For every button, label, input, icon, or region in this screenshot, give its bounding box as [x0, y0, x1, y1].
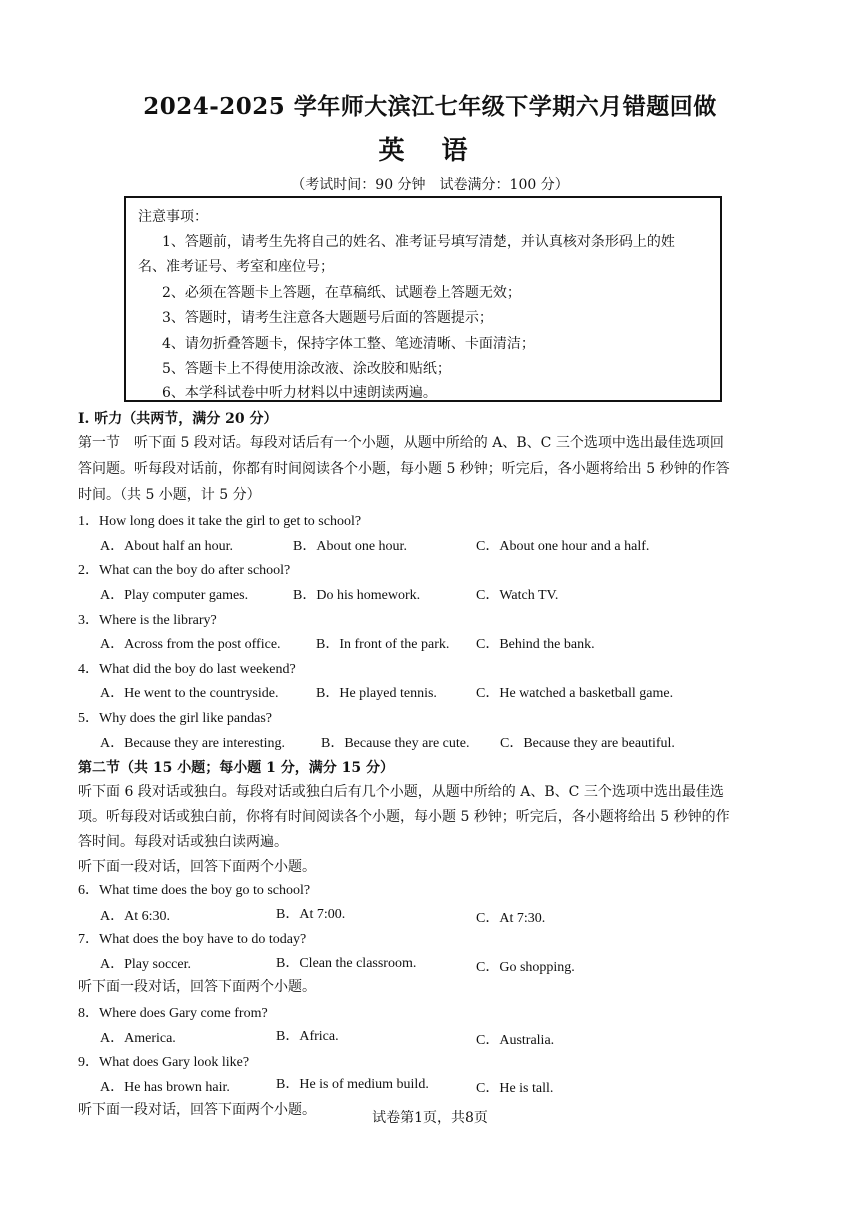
- question-4: 4．What did the boy do last weekend?: [78, 662, 296, 677]
- part1-instruction-line: 第一节 听下面 5 段对话。每段对话后有一个小题，从题中所给的 A、B、C 三个选项中选出最佳选项回: [78, 435, 724, 451]
- option-a: A．He has brown hair.: [100, 1080, 230, 1095]
- option-a: A．America.: [100, 1031, 176, 1046]
- question-1: 1．How long does it take the girl to get to school?: [78, 514, 362, 529]
- listen-instruction: 听下面一段对话，回答下面两个小题。: [78, 859, 316, 875]
- listen-instruction: 听下面一段对话，回答下面两个小题。: [78, 979, 316, 995]
- exam-info: （考试时间：90 分钟 试卷满分：100 分）: [291, 177, 569, 193]
- option-a: A．Play computer games.: [100, 588, 249, 603]
- section-heading-listening: Ⅰ. 听力（共两节，满分 20 分）: [78, 411, 278, 427]
- notice-item: 3、答题时，请考生注意各大题题号后面的答题提示；: [162, 310, 493, 326]
- option-b: B．At 7:00.: [276, 907, 346, 922]
- option-a: A．He went to the countryside.: [100, 686, 279, 701]
- question-3: 3．Where is the library?: [78, 613, 217, 628]
- option-c: C．He watched a basketball game.: [476, 686, 674, 701]
- option-c: C．Watch TV.: [476, 588, 559, 603]
- part2-instruction-line: 项。听每段对话或独白前，你将有时间阅读各个小题，每小题 5 秒钟；听完后，各小题将给出 5 秒钟的作: [78, 809, 730, 825]
- question-9: 9．What does Gary look like?: [78, 1055, 250, 1070]
- option-a: A．About half an hour.: [100, 539, 233, 554]
- question-8: 8．Where does Gary come from?: [78, 1006, 268, 1021]
- option-b: B．About one hour.: [293, 539, 407, 554]
- option-b: B．Because they are cute.: [321, 736, 470, 751]
- subject-title: 英 语: [378, 136, 482, 166]
- option-b: B．He is of medium build.: [276, 1077, 429, 1092]
- option-c: C．About one hour and a half.: [476, 539, 650, 554]
- option-b: B．Clean the classroom.: [276, 956, 417, 971]
- exam-title: 2024-2025 学年师大滨江七年级下学期六月错题回做: [143, 93, 717, 120]
- notice-item: 1、答题前，请考生先将自己的姓名、准考证号填写清楚，并认真核对条形码上的姓: [162, 234, 675, 250]
- question-5: 5．Why does the girl like pandas?: [78, 711, 273, 726]
- notice-item: 名、准考证号、考室和座位号；: [138, 259, 334, 275]
- listen-instruction: 听下面一段对话，回答下面两个小题。: [78, 1102, 316, 1118]
- part1-instruction-line: 时间。（共 5 小题，计 5 分）: [78, 487, 261, 503]
- option-c: C．Because they are beautiful.: [500, 736, 675, 751]
- option-b: B．He played tennis.: [316, 686, 437, 701]
- option-c: C．Australia.: [476, 1033, 555, 1048]
- option-b: B．Africa.: [276, 1029, 339, 1044]
- part2-instruction-line: 答时间。每段对话或独白读两遍。: [78, 834, 288, 850]
- option-a: A．At 6:30.: [100, 909, 170, 924]
- option-c: C．Behind the bank.: [476, 637, 595, 652]
- option-a: A．Across from the post office.: [100, 637, 281, 652]
- option-c: C．Go shopping.: [476, 960, 575, 975]
- question-6: 6．What time does the boy go to school?: [78, 883, 311, 898]
- part2-heading: 第二节（共 15 小题；每小题 1 分，满分 15 分）: [78, 760, 394, 776]
- question-7: 7．What does the boy have to do today?: [78, 932, 307, 947]
- option-a: A．Play soccer.: [100, 957, 191, 972]
- part1-instruction-line: 答问题。听每段对话前，你都有时间阅读各个小题，每小题 5 秒钟；听完后，各小题将给出 5 秒钟的作答: [78, 461, 730, 477]
- question-2: 2．What can the boy do after school?: [78, 563, 291, 578]
- option-c: C．At 7:30.: [476, 911, 546, 926]
- notice-item: 5、答题卡上不得使用涂改液、涂改胶和贴纸；: [162, 361, 451, 377]
- notice-box: [124, 196, 722, 402]
- notice-item: 2、必须在答题卡上答题，在草稿纸、试题卷上答题无效；: [162, 285, 521, 301]
- option-b: B．In front of the park.: [316, 637, 450, 652]
- option-c: C．He is tall.: [476, 1081, 554, 1096]
- page-footer: 试卷第1页，共8页: [372, 1110, 488, 1126]
- notice-item: 6、本学科试卷中听力材料以中速朗读两遍。: [162, 385, 437, 401]
- option-b: B．Do his homework.: [293, 588, 421, 603]
- notice-heading: 注意事项：: [138, 209, 208, 225]
- option-a: A．Because they are interesting.: [100, 736, 286, 751]
- notice-item: 4、请勿折叠答题卡，保持字体工整、笔迹清晰、卡面清洁；: [162, 336, 535, 352]
- part2-instruction-line: 听下面 6 段对话或独白。每段对话或独白后有几个小题，从题中所给的 A、B、C 三个选项中选出最佳选: [78, 784, 724, 800]
